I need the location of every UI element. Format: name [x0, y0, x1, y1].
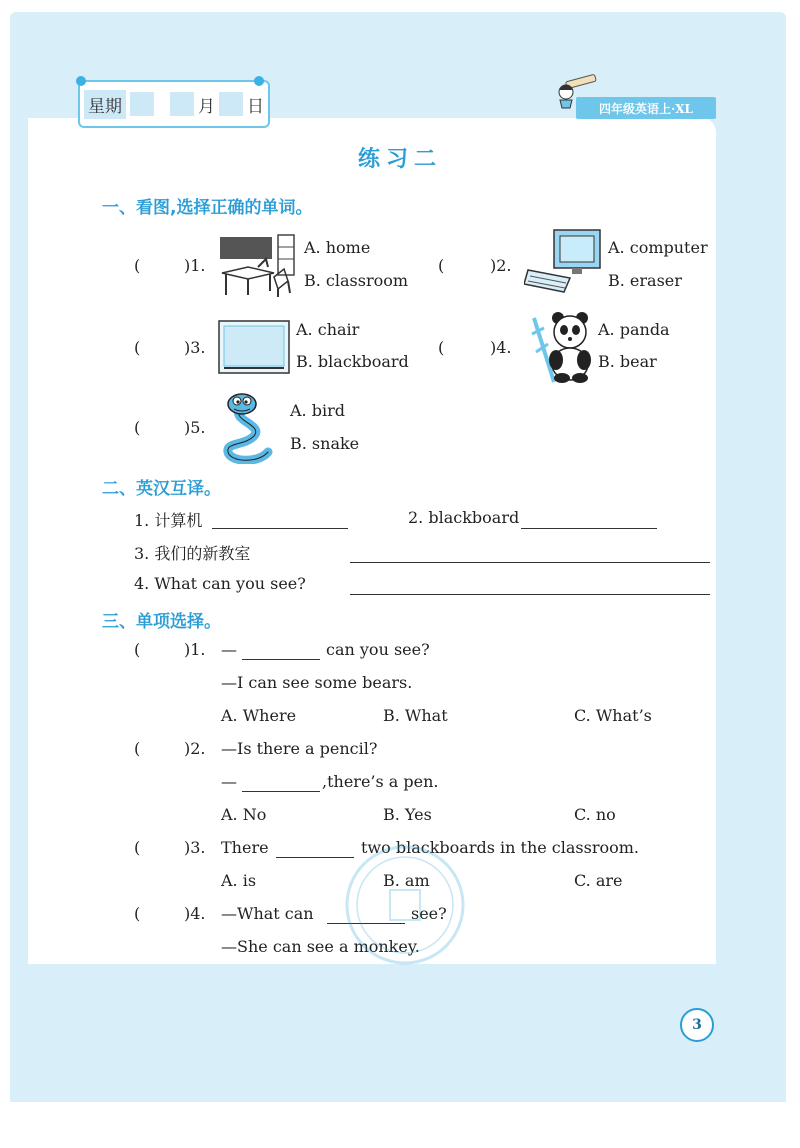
- computer-picture: [524, 228, 604, 294]
- option-a: A. bird: [290, 401, 345, 420]
- question-text: —She can see a monkey.: [221, 937, 420, 956]
- question-number: )2.: [490, 256, 512, 275]
- option-b: B. snake: [290, 434, 360, 453]
- question-number: )4.: [184, 904, 206, 923]
- question-text: —: [221, 772, 237, 791]
- question-number: )3.: [184, 838, 206, 857]
- question-text: —: [221, 640, 237, 659]
- question-number: )4.: [490, 338, 512, 357]
- question-number: )1.: [184, 640, 206, 659]
- option-a: A. is: [221, 871, 257, 890]
- pin-icon: [254, 76, 264, 86]
- week-blank[interactable]: [130, 92, 154, 116]
- snake-picture: [218, 390, 274, 464]
- date-box: [78, 80, 270, 128]
- answer-blank[interactable]: [242, 659, 320, 660]
- option-c: C. are: [574, 871, 623, 890]
- answer-paren[interactable]: (: [438, 338, 445, 357]
- panda-picture: [526, 312, 592, 384]
- section3-heading: 三、单项选择。: [102, 612, 221, 632]
- option-a: A. Where: [221, 706, 297, 725]
- option-b: B. What: [383, 706, 448, 725]
- question-number: )1.: [184, 256, 206, 275]
- pin-icon: [76, 76, 86, 86]
- answer-paren[interactable]: (: [134, 640, 141, 659]
- header-badge: 四年级英语上·XL: [576, 97, 716, 119]
- option-a: A. home: [304, 238, 371, 257]
- question-text: There: [221, 838, 269, 857]
- option-c: C. What’s: [574, 706, 652, 725]
- classroom-picture: [218, 233, 298, 297]
- answer-line[interactable]: [350, 562, 710, 563]
- blackboard-picture: [218, 320, 290, 374]
- answer-blank[interactable]: [242, 791, 320, 792]
- question-text: two blackboards in the classroom.: [361, 838, 640, 857]
- question-text: —I can see some bears.: [221, 673, 413, 692]
- option-c: C. no: [574, 805, 616, 824]
- option-b: B. classroom: [304, 271, 409, 290]
- answer-line[interactable]: [350, 594, 710, 595]
- option-a: A. chair: [296, 320, 360, 339]
- answer-paren[interactable]: (: [134, 904, 141, 923]
- question-text: ,there’s a pen.: [322, 772, 439, 791]
- footer-band: [10, 970, 786, 1102]
- answer-paren[interactable]: (: [134, 838, 141, 857]
- month-blank[interactable]: [170, 92, 194, 116]
- question-text: can you see?: [326, 640, 430, 659]
- section1-heading: 一、看图,选择正确的单词。: [102, 198, 313, 218]
- option-b: B. Yes: [383, 805, 432, 824]
- question-text: —Is there a pencil?: [221, 739, 378, 758]
- option-b: B. am: [383, 871, 430, 890]
- answer-paren[interactable]: (: [134, 418, 141, 437]
- answer-paren[interactable]: (: [134, 338, 141, 357]
- question-number: )5.: [184, 418, 206, 437]
- page-number: 3: [680, 1008, 714, 1042]
- month-label: 月: [198, 96, 215, 117]
- week-label: 星期: [84, 90, 126, 119]
- answer-paren[interactable]: (: [134, 256, 141, 275]
- day-label: 日: [247, 96, 264, 117]
- answer-paren[interactable]: (: [438, 256, 445, 275]
- answer-paren[interactable]: (: [134, 739, 141, 758]
- option-a: A. panda: [598, 320, 670, 339]
- answer-line[interactable]: [521, 528, 657, 529]
- question-number: )2.: [184, 739, 206, 758]
- day-blank[interactable]: [219, 92, 243, 116]
- option-b: B. bear: [598, 352, 657, 371]
- section2-heading: 二、英汉互译。: [102, 479, 221, 499]
- option-b: B. blackboard: [296, 352, 409, 371]
- translation-item: 2. blackboard: [408, 508, 520, 527]
- option-a: A. computer: [608, 238, 708, 257]
- question-text: see?: [411, 904, 447, 923]
- option-b: B. eraser: [608, 271, 682, 290]
- watermark-stamp: [340, 840, 470, 970]
- page-title: 练习二: [357, 147, 442, 172]
- question-number: )3.: [184, 338, 206, 357]
- answer-line[interactable]: [212, 528, 348, 529]
- translation-item: 1. 计算机: [134, 511, 203, 530]
- translation-item: 4. What can you see?: [134, 574, 306, 593]
- question-text: —What can: [221, 904, 314, 923]
- option-a: A. No: [221, 805, 267, 824]
- translation-item: 3. 我们的新教室: [134, 544, 251, 563]
